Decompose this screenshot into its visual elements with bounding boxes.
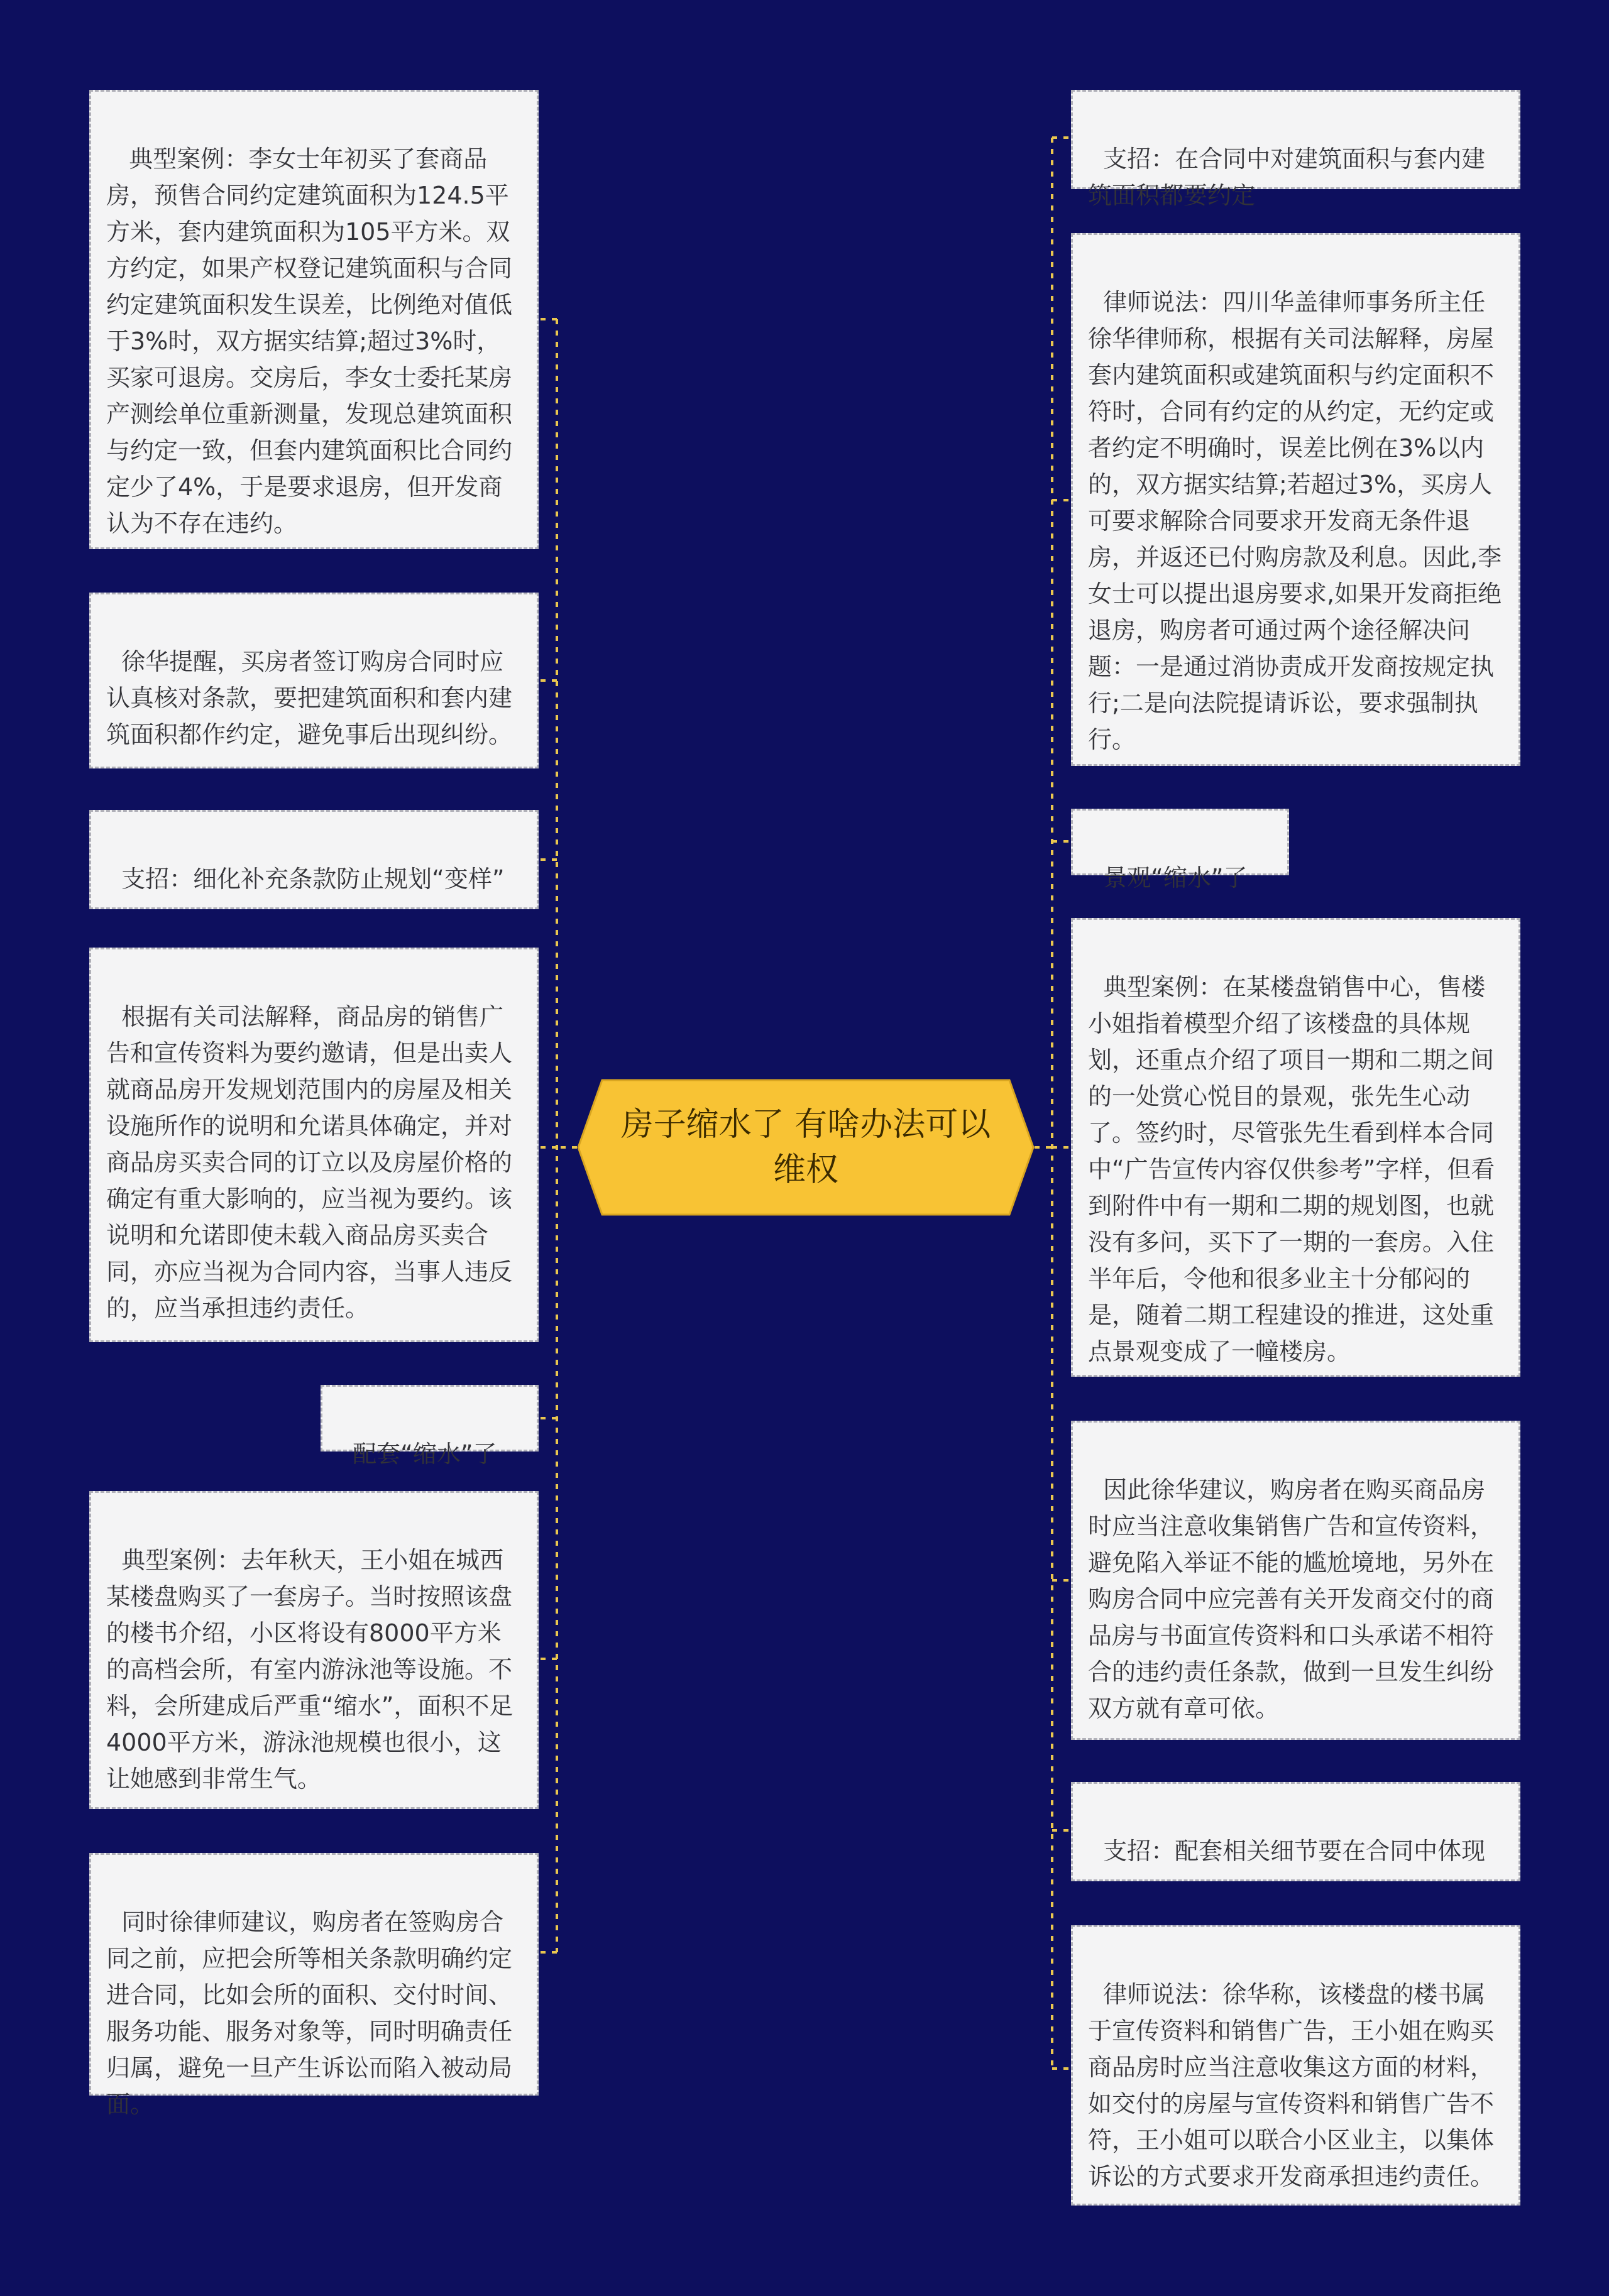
- left-node-xuhua-reminder[interactable]: [89, 593, 539, 768]
- left-node-facilities-shrink[interactable]: [321, 1385, 539, 1468]
- right-node-typical-case-zhang[interactable]: [1071, 918, 1520, 1377]
- right-node-landscape-shrink[interactable]: [1071, 809, 1289, 892]
- right-node-lawyer-opinion-area[interactable]: [1071, 233, 1520, 766]
- right-node-1-text: 支招：在合同中对建筑面积与套内建筑面积都要约定: [1088, 145, 1486, 209]
- left-node-tip-supplement-clauses[interactable]: [89, 810, 539, 909]
- left-node-7-text: 同时徐律师建议，购房者在签购房合同之前，应把会所等相关条款明确约定进合同，比如会所的面积、交付时间、服务功能、服务对象等，同时明确责任归属，避免一旦产生诉讼而陷入被动局面。: [106, 1908, 513, 2118]
- right-node-xuhua-suggestion[interactable]: [1071, 1421, 1520, 1740]
- right-node-7-text: 律师说法：徐华称，该楼盘的楼书属于宣传资料和销售广告，王小姐在购买商品房时应当注意收集这方面的材料，如交付的房屋与宣传资料和销售广告不符，王小姐可以联合小区业主，以集体诉讼的方式要求开发商承担违约责任。: [1088, 1981, 1495, 2190]
- right-node-lawyer-opinion-brochure[interactable]: [1071, 1925, 1520, 2206]
- left-node-4-text: 根据有关司法解释，商品房的销售广告和宣传资料为要约邀请，但是出卖人就商品房开发规划范围内的房屋及相关设施所作的说明和允诺具体确定，并对商品房买卖合同的订立以及房屋价格的确定有重大影响的，应当视为要约。该说明和允诺即使未载入商品房买卖合同，亦应当视为合同内容，当事人违反的，应当承担违约责任。: [106, 1003, 513, 1322]
- right-node-4-text: 典型案例：在某楼盘销售中心，售楼小姐指着模型介绍了该楼盘的具体规划，还重点介绍了项目一期和二期之间的一处赏心悦目的景观，张先生心动了。签约时，尽管张先生看到样本合同中“广告宣传内容仅供参考”字样，但看到附件中有一期和二期的规划图，也就没有多问，买下了一期的一套房。入住半年后，令他和很多业主十分郁闷的是，随着二期工程建设的推进，这处重点景观变成了一幢楼房。: [1088, 973, 1495, 1365]
- left-node-typical-case-wang[interactable]: [89, 1491, 539, 1809]
- left-node-3-text: 支招：细化补充条款防止规划“变样”: [121, 865, 505, 893]
- left-node-lawyer-suggestion[interactable]: [89, 1853, 539, 2118]
- left-node-6-text: 典型案例：去年秋天，王小姐在城西某楼盘购买了一套房子。当时按照该盘的楼书介绍，小区将设有8000平方米的高档会所，有室内游泳池等设施。不料，会所建成后严重“缩水”，面积不足4000平方米，游泳池规模也很小，这让她感到非常生气。: [106, 1546, 513, 1793]
- right-node-6-text: 支招：配套相关细节要在合同中体现: [1103, 1837, 1486, 1865]
- right-node-tip-facility-details[interactable]: [1071, 1782, 1520, 1881]
- left-node-judicial-interpretation[interactable]: [89, 948, 539, 1342]
- left-node-2-text: 徐华提醒，买房者签订购房合同时应认真核对条款，要把建筑面积和套内建筑面积都作约定，避免事后出现纠纷。: [106, 648, 513, 748]
- right-node-3-text: 景观“缩水”了: [1103, 864, 1248, 892]
- central-topic[interactable]: [577, 1079, 1035, 1216]
- right-node-5-text: 因此徐华建议，购房者在购买商品房时应当注意收集销售广告和宣传资料，避免陷入举证不能的尴尬境地，另外在购房合同中应完善有关开发商交付的商品房与书面宣传资料和口头承诺不相符合的违约责任条款，做到一旦发生纠纷双方就有章可依。: [1088, 1476, 1495, 1722]
- right-node-tip-area-contract[interactable]: [1071, 90, 1520, 209]
- central-topic-label: 房子缩水了 有啥办法可以维权: [620, 1106, 991, 1189]
- left-node-1-text: 典型案例：李女士年初买了套商品房，预售合同约定建筑面积为124.5平方米，套内建筑面积为105平方米。双方约定，如果产权登记建筑面积与合同约定建筑面积发生误差，比例绝对值低于3%时，双方据实结算;超过3%时，买家可退房。交房后，李女士委托某房产测绘单位重新测量，发现总建筑面积与约定一致，但套内建筑面积比合同约定少了4%，于是要求退房，但开发商认为不存在违约。: [106, 145, 513, 537]
- left-node-5-text: 配套“缩水”了: [353, 1440, 497, 1468]
- right-node-2-text: 律师说法：四川华盖律师事务所主任徐华律师称，根据有关司法解释，房屋套内建筑面积或建筑面积与约定面积不符时，合同有约定的从约定，无约定或者约定不明确时，误差比例在3%以内的，双方据实结算;若超过3%，买房人可要求解除合同要求开发商无条件退房，并返还已付购房款及利息。因此,李女士可以提出退房要求,如果开发商拒绝退房，购房者可通过两个途径解决问题：一是通过消协责成开发商按规定执行;二是向法院提请诉讼，要求强制执行。: [1088, 288, 1502, 753]
- left-node-typical-case-li[interactable]: [89, 90, 539, 549]
